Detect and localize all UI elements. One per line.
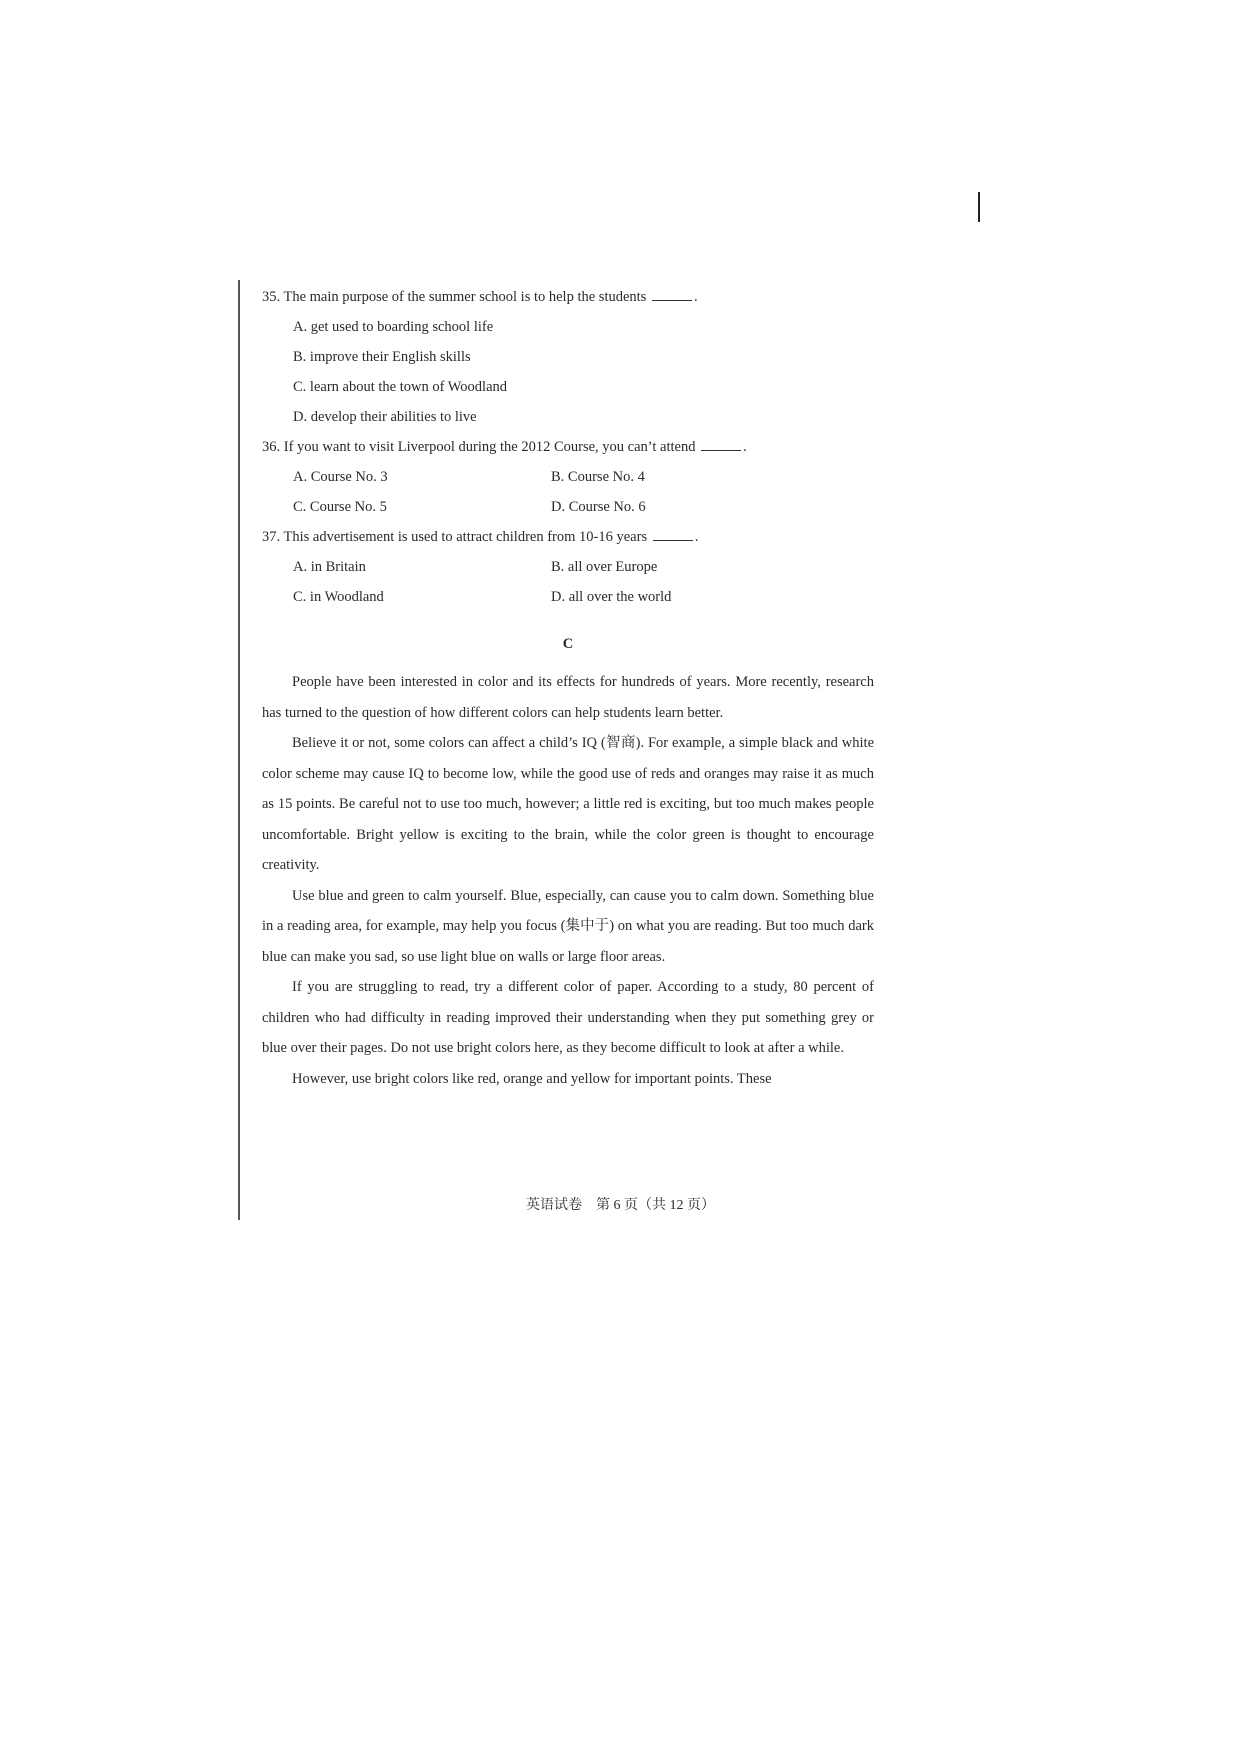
question-36 — [262, 432, 874, 522]
option-b: B. improve their English skills — [293, 349, 471, 365]
option-a: A. Course No. 3 — [293, 469, 388, 485]
answer-blank — [701, 438, 741, 451]
option-d: D. develop their abilities to live — [293, 409, 477, 425]
options-grid — [293, 462, 874, 522]
passage-paragraph: People have been interested in color and its effects for hundreds of years. More recently, research has turned to the question of how different colors can help students learn better. — [262, 674, 874, 721]
passage-paragraph: However, use bright colors like red, orange and yellow for important points. These — [292, 1070, 772, 1087]
answer-blank — [652, 288, 692, 301]
answer-blank — [653, 528, 693, 541]
page-footer: 英语试卷 第 6 页（共 12 页） — [526, 1198, 715, 1213]
passage-paragraph: If you are struggling to read, try a different color of paper. According to a study, 80 percent of children who had difficulty in reading improved their understanding when they put something grey or blue over their pages. Do not use bright colors here, as they become difficult to look at after a while. — [262, 979, 874, 1056]
passage-paragraph: Believe it or not, some colors can affect a child’s IQ (智商). For example, a simple black and white color scheme may cause IQ to become low, while the good use of reds and oranges may raise it as much as 15 points. Be careful not to use too much, however; a little red is exciting, but too much makes people uncomfortable. Bright yellow is exciting to the brain, while the color green is thought to encourage creativity. — [262, 735, 874, 873]
passage-paragraph: Use blue and green to calm yourself. Blue, especially, can cause you to calm down. Something blue in a reading area, for example, may help you focus (集中于) on what you are reading. But too much dark blue can make you sad, so use light blue on walls or large floor areas. — [262, 887, 874, 965]
question-37 — [262, 522, 874, 612]
option-d: D. Course No. 6 — [551, 499, 646, 515]
option-a: A. in Britain — [293, 559, 366, 575]
margin-rule — [238, 280, 240, 1220]
question-stem: 37. This advertisement is used to attract children from 10-16 years . — [262, 529, 699, 545]
reading-passage — [262, 667, 874, 1094]
question-stem: 35. The main purpose of the summer school is to help the students . — [262, 289, 698, 305]
option-a: A. get used to boarding school life — [293, 319, 494, 335]
options-grid — [293, 552, 874, 612]
option-b: B. all over Europe — [551, 559, 658, 575]
section-label: C — [562, 636, 574, 652]
question-35 — [262, 282, 874, 432]
option-d: D. all over the world — [551, 589, 672, 605]
option-c: C. Course No. 5 — [293, 499, 387, 515]
option-b: B. Course No. 4 — [551, 469, 645, 485]
scan-mark — [978, 192, 980, 222]
question-stem: 36. If you want to visit Liverpool during the 2012 Course, you can’t attend . — [262, 439, 747, 455]
option-c: C. learn about the town of Woodland — [293, 379, 508, 395]
option-c: C. in Woodland — [293, 589, 384, 605]
exam-page — [262, 282, 874, 1094]
